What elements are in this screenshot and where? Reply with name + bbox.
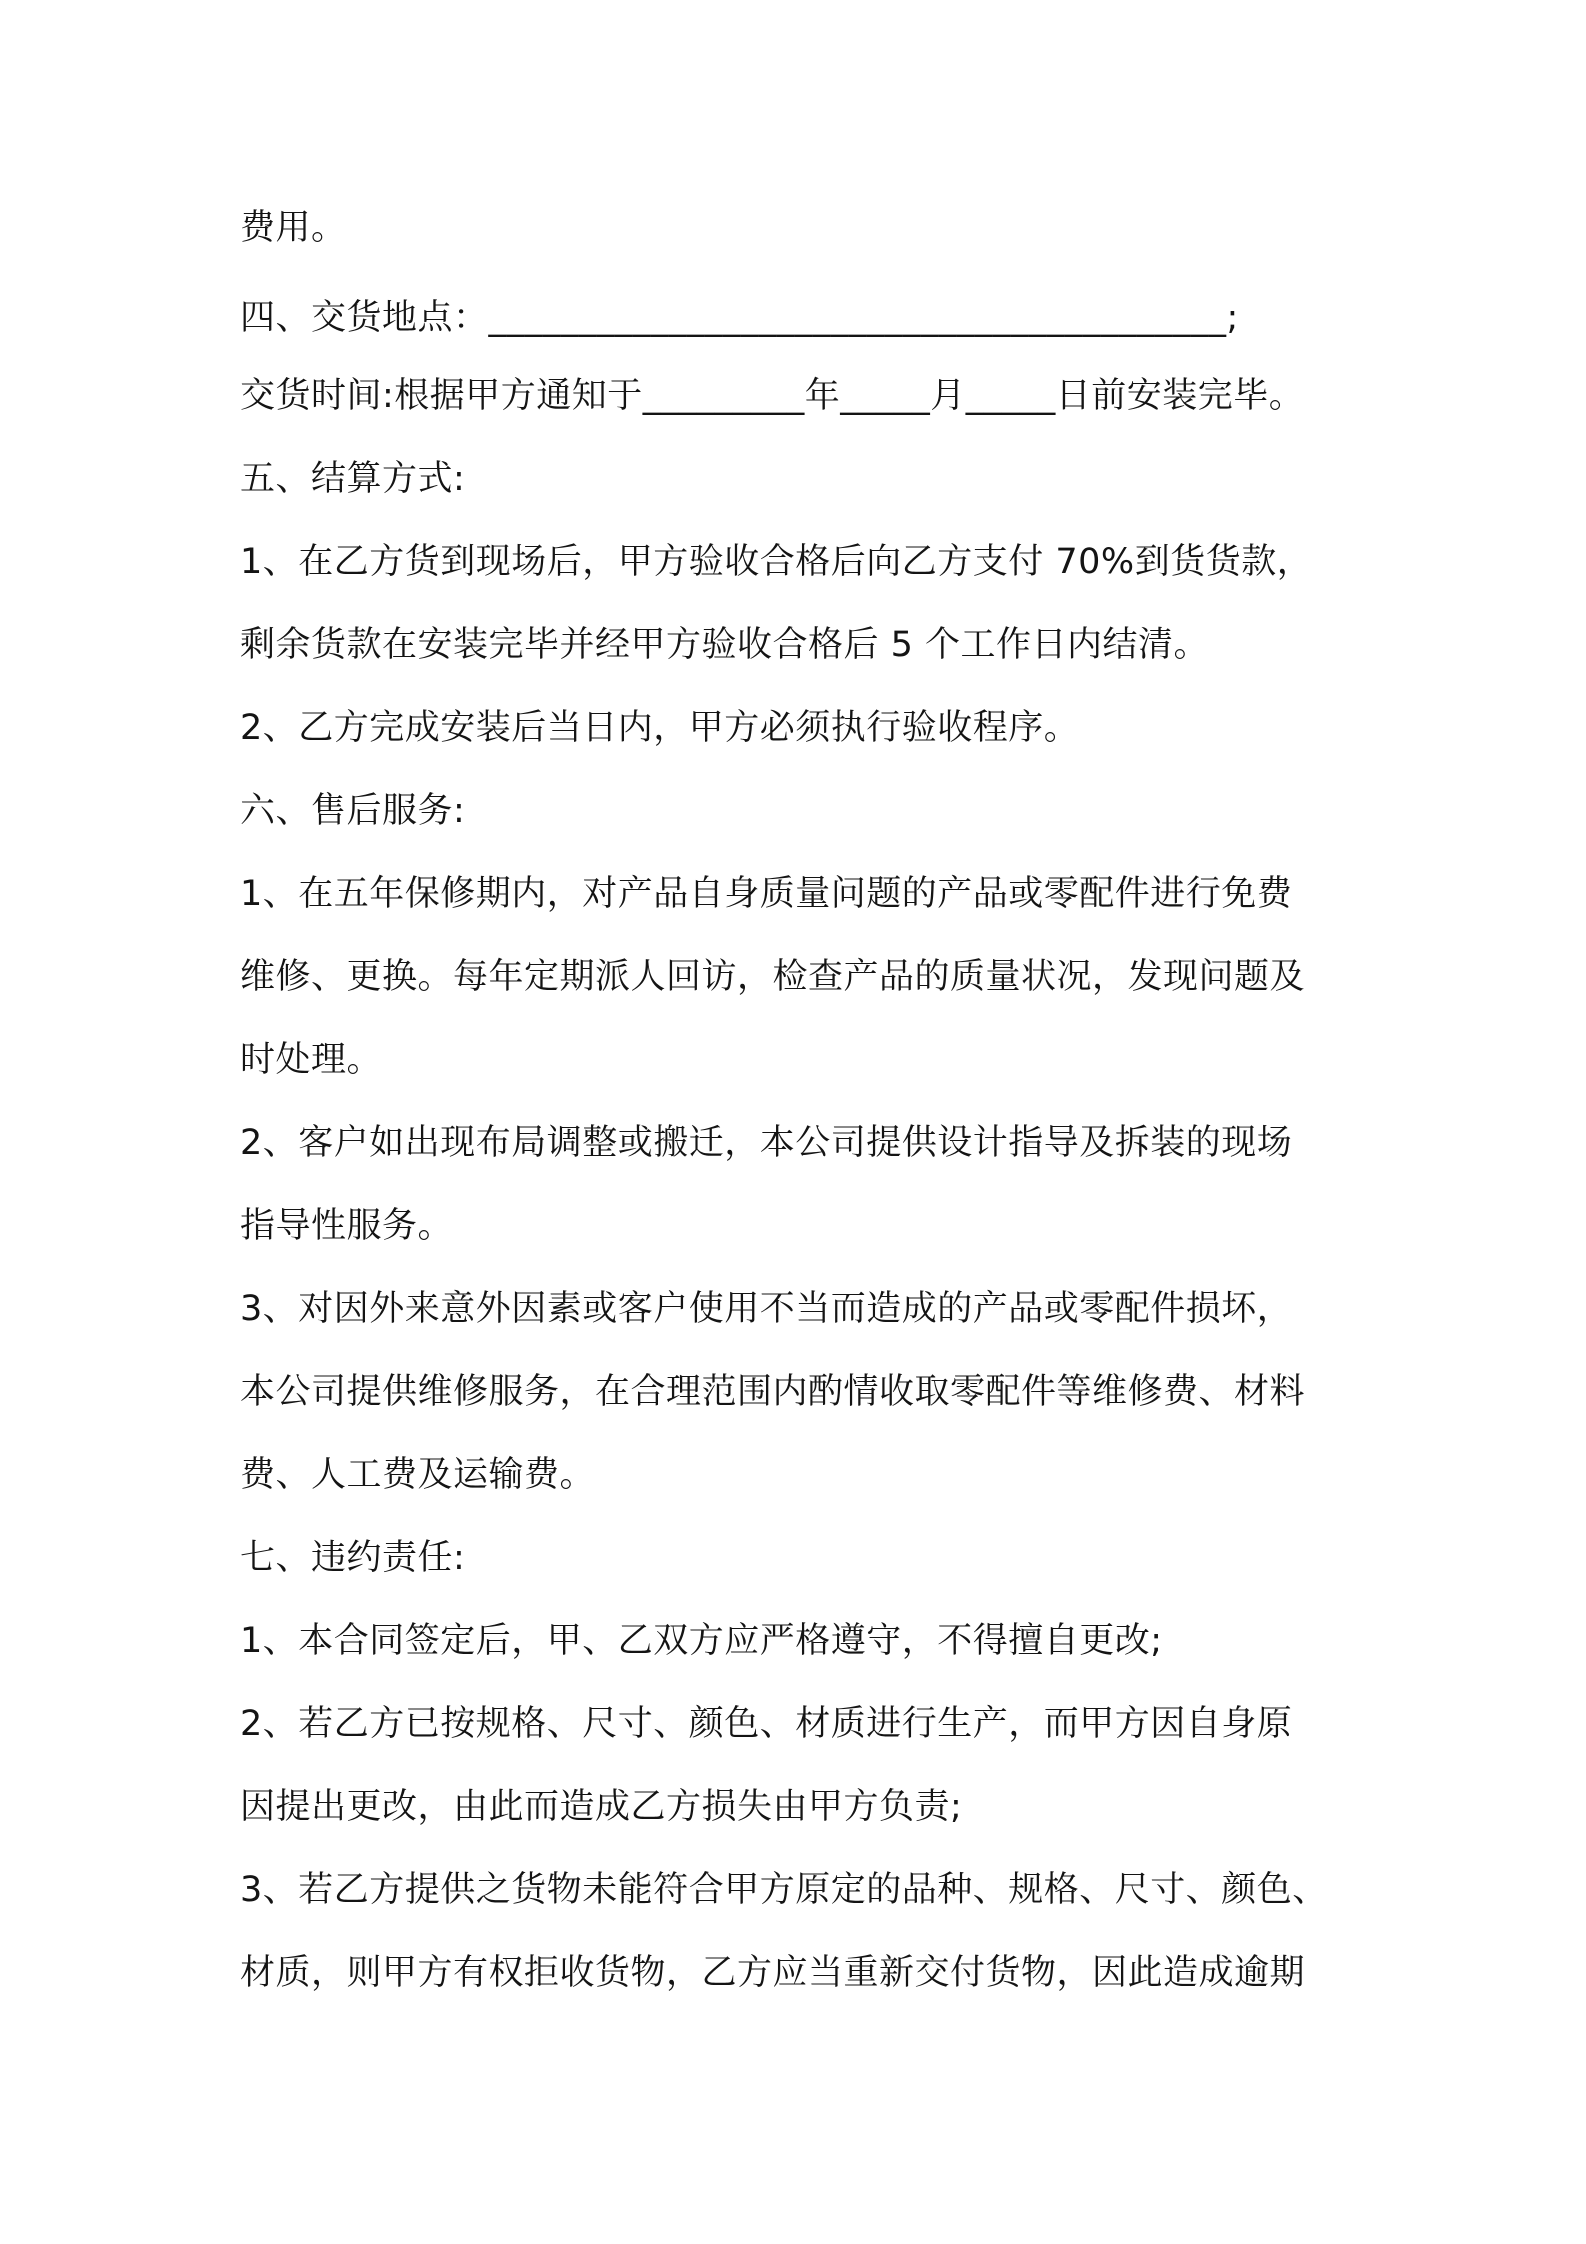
text-line-after-sales-3a: 3、对因外来意外因素或客户使用不当而造成的产品或零配件损坏， [240, 1289, 1293, 1329]
text-line-liability-3a: 3、若乙方提供之货物未能符合甲方原定的品种、规格、尺寸、颜色、 [240, 1870, 1328, 1910]
text-line-liability-1: 1、本合同签定后，甲、乙双方应严格遵守，不得擅自更改; [240, 1621, 1163, 1661]
text-line-after-sales-2a: 2、客户如出现布局调整或搬迁，本公司提供设计指导及拆装的现场 [240, 1123, 1293, 1163]
text-line-settlement-1a: 1、在乙方货到现场后，甲方验收合格后向乙方支付 70%到货货款， [240, 542, 1313, 582]
heading-after-sales: 六、售后服务: [240, 791, 466, 831]
text-line-delivery-time: 交货时间:根据甲方通知于_________年_____月_____日前安装完毕。 [240, 376, 1305, 416]
text-line-after-sales-1a: 1、在五年保修期内，对产品自身质量问题的产品或零配件进行免费 [240, 874, 1293, 914]
text-line-after-sales-3b: 本公司提供维修服务，在合理范围内酌情收取零配件等维修费、材料 [240, 1372, 1306, 1412]
text-line-after-sales-2b: 指导性服务。 [240, 1206, 454, 1246]
text-line-liability-2b: 因提出更改，由此而造成乙方损失由甲方负责; [240, 1787, 963, 1827]
text-line-after-sales-1c: 时处理。 [240, 1040, 383, 1080]
text-line-settlement-2: 2、乙方完成安装后当日内，甲方必须执行验收程序。 [240, 708, 1080, 748]
text-line-after-sales-1b: 维修、更换。每年定期派人回访，检查产品的质量状况，发现问题及 [240, 957, 1306, 997]
heading-delivery-location: 四、交货地点：_________________________________________; [240, 298, 1239, 338]
text-line-fees: 费用。 [240, 208, 347, 248]
text-line-liability-2a: 2、若乙方已按规格、尺寸、颜色、材质进行生产，而甲方因自身原 [240, 1704, 1293, 1744]
text-line-settlement-1b: 剩余货款在安装完毕并经甲方验收合格后 5 个工作日内结清。 [240, 625, 1210, 665]
heading-settlement-method: 五、结算方式: [240, 459, 466, 499]
text-line-after-sales-3c: 费、人工费及运输费。 [240, 1455, 596, 1495]
heading-liability: 七、违约责任: [240, 1538, 466, 1578]
text-line-liability-3b: 材质，则甲方有权拒收货物，乙方应当重新交付货物，因此造成逾期 [240, 1953, 1306, 1993]
